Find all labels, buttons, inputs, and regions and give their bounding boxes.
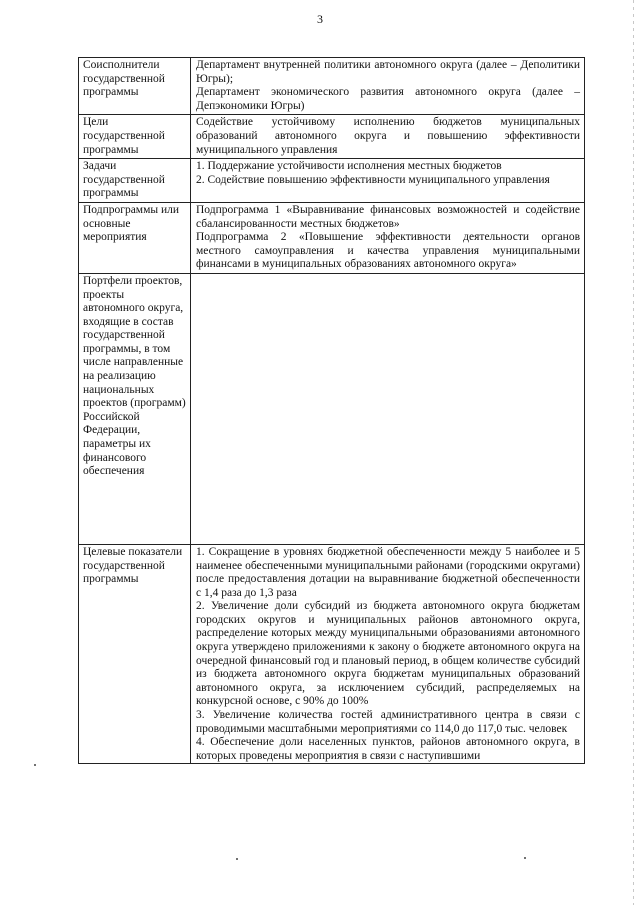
content-paragraph: Содействие устойчивому исполнению бюджетов муниципальных образований автономного округа и повышению эффективности муниципального управления [196, 116, 580, 156]
program-passport-table [78, 57, 585, 764]
table-row [79, 273, 585, 544]
content-paragraph: 4. Обеспечение доли населенных пунктов, районов автономного округа, в которых проведены мероприятия в связи с наступившими [196, 736, 580, 762]
row-label-tasks: Задачи государственной программы [79, 159, 191, 203]
row-label-subprograms: Подпрограммы или основные мероприятия [79, 202, 191, 273]
row-label-target-indicators: Целевые показатели государственной программы [79, 544, 191, 764]
row-content-goals [191, 115, 585, 159]
row-label-goals: Цели государственной программы [79, 115, 191, 159]
content-paragraph: 1. Поддержание устойчивости исполнения местных бюджетов [196, 160, 502, 173]
row-content-target-indicators [191, 544, 585, 764]
row-content-co-executors [191, 58, 585, 115]
row-label-co-executors: Соисполнители государственной программы [79, 58, 191, 115]
row-label-project-portfolios: Портфели проектов, проекты автономного округа, входящие в состав государственной программы, в том числе направленные на реализацию национальных проектов (программ) Российской Федерации, параметры их финансового обеспечения [79, 273, 191, 544]
page-number: 3 [317, 12, 323, 26]
content-paragraph: 3. Увеличение количества гостей административного центра в связи с проводимыми масштабными мероприятиями со 114,0 до 117,0 тыс. человек [196, 709, 580, 735]
content-paragraph: 2. Содействие повышению эффективности муниципального управления [196, 173, 550, 186]
table-row [79, 202, 585, 273]
scan-speck [236, 858, 238, 860]
scan-speck [34, 764, 36, 766]
content-paragraph: 1. Сокращение в уровнях бюджетной обеспеченности между 5 наиболее и 5 наименее обеспеченными муниципальными районами (городскими округами) после предоставления дотации на выравнивание бюджетной обеспеченности с 1,4 раза до 1,3 раза [196, 545, 580, 599]
content-paragraph: Департамент внутренней политики автономного округа (далее – Деполитики Югры); [196, 59, 580, 85]
content-paragraph: 2. Увеличение доли субсидий из бюджета автономного округа бюджетам городских округов и муниципальных районов автономного округа, распределение которых между муниципальными образованиями автономного округа утверждено приложениями к закону о бюджете автономного округа на очередной финансовый год и плановый период, в общем количестве субсидий из бюджета автономного округа бюджетам муниципальных образований автономного округа, за исключением субсидий, распределяемых на конкурсной основе, с 90% до 100% [196, 600, 580, 708]
table-row [79, 115, 585, 159]
row-content-tasks [191, 159, 585, 203]
scan-edge-artifact [633, 0, 634, 905]
row-content-project-portfolios [191, 273, 585, 544]
table-row [79, 159, 585, 203]
content-paragraph: Подпрограмма 1 «Выравнивание финансовых возможностей и содействие сбалансированности местных бюджетов» [196, 203, 580, 230]
content-paragraph: Департамент экономического развития автономного округа (далее – Депэкономики Югры) [196, 86, 580, 112]
table-row [79, 544, 585, 764]
content-paragraph: Подпрограмма 2 «Повышение эффективности деятельности органов местного самоуправления и качества управления муниципальными финансами в муниципальных образованиях автономного округа» [196, 231, 580, 271]
scan-speck [524, 857, 526, 859]
table-row [79, 58, 585, 115]
row-content-subprograms [191, 202, 585, 273]
